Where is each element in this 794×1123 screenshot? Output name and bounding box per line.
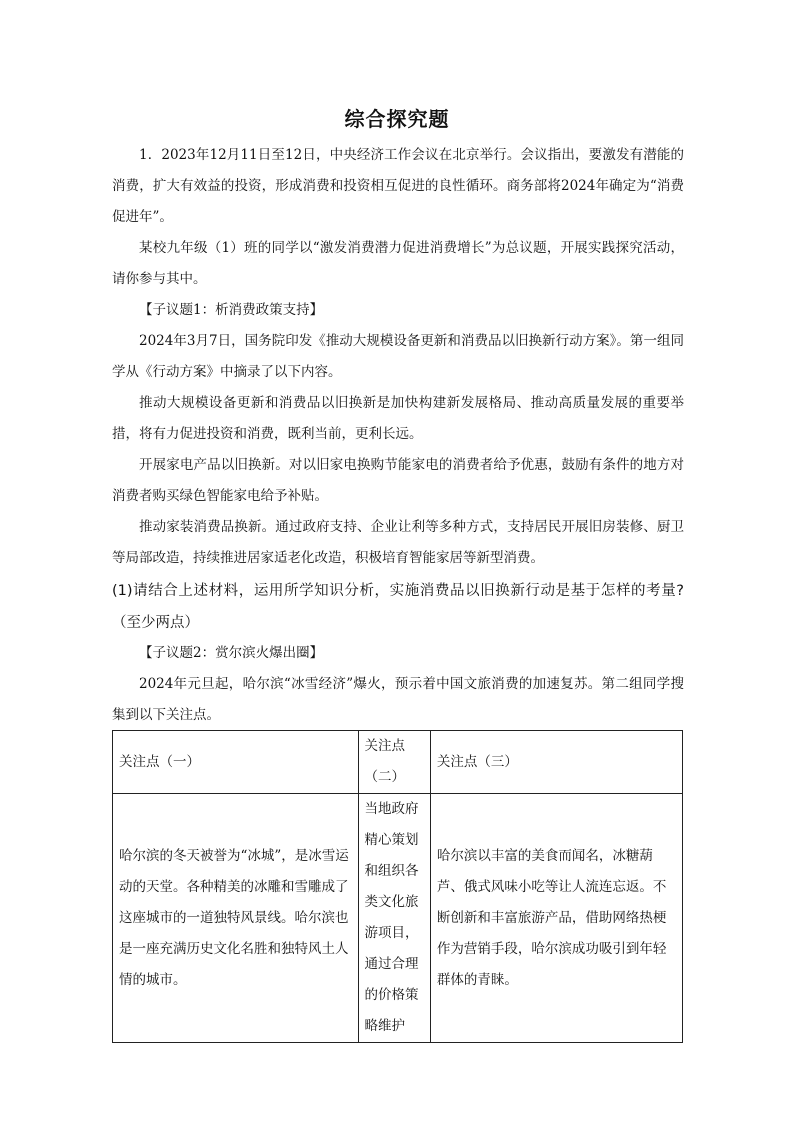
sub-topic-2-heading: 【子议题2：赏尔滨火爆出圈】 [139,645,324,661]
sub-topic-1-heading: 【子议题1：析消费政策支持】 [139,302,324,318]
table-header-row [113,731,683,794]
table-header-cell: 关注点（一） [113,731,359,794]
policy-paragraph: 2024年3月7日，国务院印发《推动大规模设备更新和消费品以旧换新行动方案》。第一组同学从《行动方案》中摘录了以下内容。 [112,333,684,380]
table-header-cell: 关注点（二） [358,731,430,794]
table-cell: 哈尔滨的冬天被誉为“冰城”，是冰雪运动的天堂。各种精美的冰雕和雪雕成了这座城市的一道独特风景线。哈尔滨也是一座充满历史文化名胜和独特风土人情的城市。 [113,794,359,1043]
question-intro-paragraph: 1．2023年12月11日至12日，中央经济工作会议在北京举行。会议指出，要激发有潜能的消费，扩大有效益的投资，形成消费和投资相互促进的良性循环。商务部将2024年确定为“消费促进年”。 [112,147,684,225]
excerpt-paragraph-1: 推动大规模设备更新和消费品以旧换新是加快构建新发展格局、推动高质量发展的重要举措，将有力促进投资和消费，既利当前，更利长远。 [112,395,684,442]
page-title: 综合探究题 [344,107,450,131]
class-activity-paragraph: 某校九年级（1）班的同学以“激发消费潜力促进消费增长”为总议题，开展实践探究活动，请你参与其中。 [112,240,684,287]
table-header-cell: 关注点（三） [430,731,682,794]
harbin-paragraph: 2024年元旦起，哈尔滨“冰雪经济”爆火，预示着中国文旅消费的加速复苏。第二组同学搜集到以下关注点。 [112,676,684,723]
table-row [113,794,683,1043]
focus-points-table [112,730,683,1043]
table-cell: 哈尔滨以丰富的美食而闻名，冰糖葫芦、俄式风味小吃等让人流连忘返。不断创新和丰富旅游产品，借助网络热梗作为营销手段，哈尔滨成功吸引到年轻群体的青睐。 [430,794,682,1043]
question-1: (1)请结合上述材料，运用所学知识分析，实施消费品以旧换新行动是基于怎样的考量?（至少两点） [112,583,684,631]
excerpt-paragraph-3: 推动家装消费品换新。通过政府支持、企业让利等多种方式，支持居民开展旧房装修、厨卫等局部改造，持续推进居家适老化改造，积极培育智能家居等新型消费。 [112,519,684,566]
table-cell: 当地政府精心策划和组织各类文化旅游项目，通过合理的价格策略维护 [358,794,430,1043]
excerpt-paragraph-2: 开展家电产品以旧换新。对以旧家电换购节能家电的消费者给予优惠，鼓励有条件的地方对消费者购买绿色智能家电给予补贴。 [112,457,684,504]
